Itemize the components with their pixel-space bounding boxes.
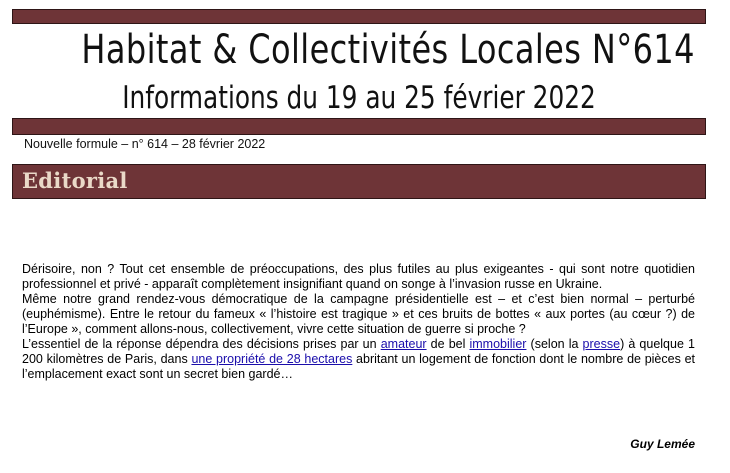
link-amateur[interactable]: amateur [380, 337, 427, 351]
paragraph-text: (selon la [526, 337, 583, 351]
link-propriete[interactable]: une propriété de 28 hectares [191, 352, 353, 366]
paragraph-text: abritant un logement de fonction dont le nombre de pièces et l’emplacement exact sont un secret bien gardé… [22, 352, 695, 381]
editorial-body [22, 262, 695, 382]
paragraph-text: de bel [426, 337, 470, 351]
link-presse[interactable]: presse [582, 337, 621, 351]
author-signature: Guy Lemée [630, 437, 695, 451]
editorial-paragraph [22, 337, 695, 382]
paragraph-text: ) à quelque 1 200 kilomètres de Paris, dans [22, 337, 695, 366]
newsletter-title: Habitat & Collectivités Locales N°614 [81, 27, 695, 73]
header-bottom-rule [12, 118, 706, 135]
section-title: Editorial [22, 168, 128, 193]
editorial-paragraph: Même notre grand rendez-vous démocratique de la campagne présidentielle est – et c’est bien normal – perturbé (euphémisme). Entre le retour du fameux « l’histoire est tragique » et ces bruits de bottes « aux portes (au cœur ?) de l’Europe », comment allons-nous, collectivement, vivre cette situation de guerre si proche ? [22, 292, 695, 336]
header-top-rule [12, 9, 706, 24]
editorial-paragraph: Dérisoire, non ? Tout cet ensemble de préoccupations, des plus futiles au plus exigeantes - qui sont notre quotidien professionnel et privé - apparaît complètement insignifiant quand on songe à l’invasion russe en Ukraine. [22, 262, 695, 291]
paragraph-text: L’essentiel de la réponse dépendra des décisions prises par un [22, 337, 381, 351]
section-header-bar [12, 164, 706, 199]
newsletter-dates: Informations du 19 au 25 février 2022 [122, 80, 596, 116]
issue-line: Nouvelle formule – n° 614 – 28 février 2022 [24, 137, 266, 151]
link-immobilier[interactable]: immobilier [469, 337, 527, 351]
